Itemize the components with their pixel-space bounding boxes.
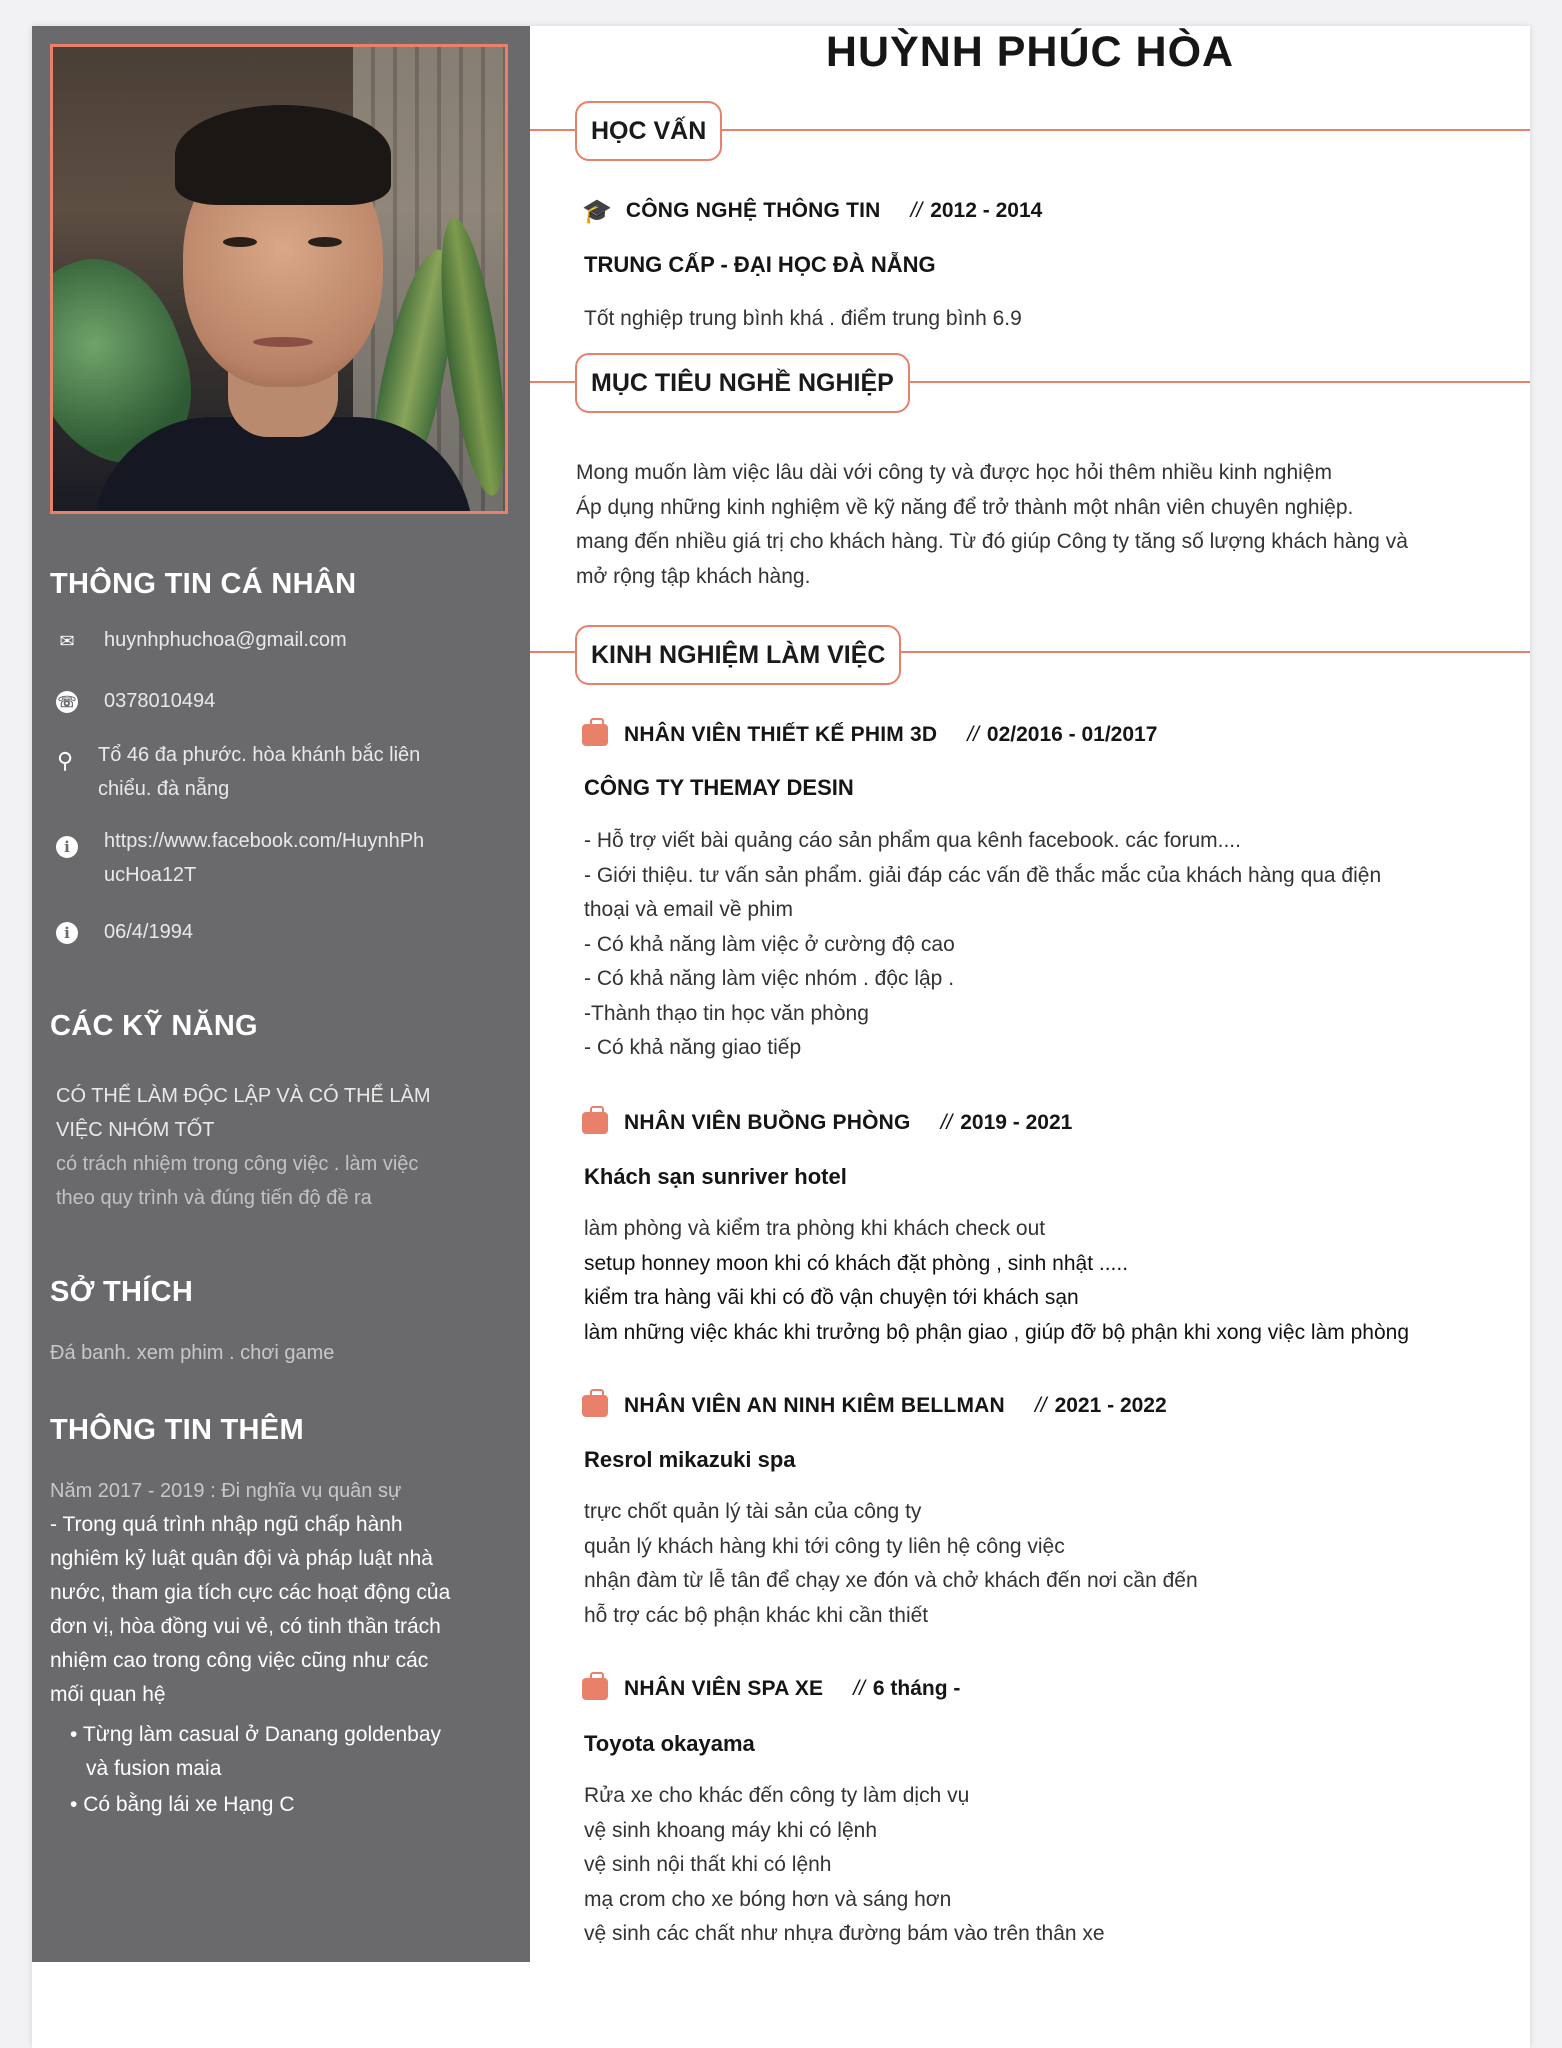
education-heading: HỌC VẤN [575,101,722,161]
extra-first-line: Năm 2017 - 2019 : Đi nghĩa vụ quân sự [50,1480,402,1502]
job-line: trực chốt quản lý tài sản của công ty [584,1500,922,1523]
job-line: quản lý khách hàng khi tới công ty liên hệ công việc [584,1534,1065,1558]
job-title: NHÂN VIÊN THIẾT KẾ PHIM 3D [624,723,938,746]
school-name: TRUNG CẤP - ĐẠI HỌC ĐÀ NẴNG [584,252,936,277]
education-row [582,194,1042,228]
separator: // [967,723,979,746]
objective-line: mang đến nhiều giá trị cho khách hàng. Từ đó giúp Công ty tăng số lượng khách hàng và [576,530,1408,553]
bullet-line: • Có bằng lái xe Hạng C [70,1793,295,1816]
bullet-line: và fusion maia [86,1757,222,1780]
extra-line: nước, tham gia tích cực các hoạt động của [50,1581,451,1604]
location-pin-icon: ⚲ [56,748,74,773]
address-line: Tổ 46 đa phước. hòa khánh bắc liên [98,744,421,766]
job-line: - Hỗ trợ viết bài quảng cáo sản phẩm qua kênh facebook. các forum.... [584,829,1241,852]
envelope-icon: ✉ [59,630,75,651]
bullet-text: Từng làm casual ở Danang goldenbay [82,1723,442,1746]
company-name: Khách sạn sunriver hotel [584,1164,847,1189]
separator: // [1034,1394,1047,1417]
graduation-cap-icon: 🎓 [582,197,612,225]
skill-line: có trách nhiệm trong công việc . làm việc [56,1153,419,1175]
address-text [98,738,420,806]
job-header [582,1672,960,1706]
job-description [584,1212,1409,1350]
job-line: -Thành thạo tin học văn phòng [584,1001,869,1025]
job-line: kiểm tra hàng vãi khi có đồ vận chuyện tới khách sạn [584,1286,1079,1309]
briefcase-icon [582,1395,608,1417]
experience-heading: KINH NGHIỆM LÀM VIỆC [575,625,901,685]
job-date: 6 tháng - [872,1677,961,1700]
company-name: Toyota okayama [584,1731,755,1756]
skill-line: VIỆC NHÓM TỐT [56,1119,215,1141]
extra-info-heading: THÔNG TIN THÊM [50,1414,304,1446]
objective-line: Mong muốn làm việc lâu dài với công ty và được học hỏi thêm nhiều kinh nghiệm [576,461,1332,484]
company-name: Resrol mikazuki spa [584,1447,796,1472]
job-title: NHÂN VIÊN BUỒNG PHÒNG [624,1111,911,1134]
skills-heading: CÁC KỸ NĂNG [50,1010,258,1042]
extra-bullet-1 [70,1718,441,1786]
facebook-line: https://www.facebook.com/HuynhPh [104,830,425,852]
job-header [582,718,1157,752]
briefcase-icon [582,1678,608,1700]
job-title: NHÂN VIÊN AN NINH KIÊM BELLMAN [624,1394,1005,1417]
skill-line: theo quy trình và đúng tiến độ đề ra [56,1187,372,1209]
job-line: hỗ trợ các bộ phận khác khi cần thiết [584,1603,929,1627]
job-line: vệ sinh nội thất khi có lệnh [584,1853,832,1876]
job-line: - Giới thiệu. tư vấn sản phẩm. giải đáp các vấn đề thắc mắc của khách hàng qua điện [584,863,1382,887]
briefcase-icon [582,1112,608,1134]
job-line: - Có khả năng làm việc nhóm . độc lập . [584,967,955,990]
job-line: - Có khả năng giao tiếp [584,1036,802,1059]
extra-line: - Trong quá trình nhập ngũ chấp hành [50,1513,403,1536]
email-text: huynhphuchoa@gmail.com [104,629,347,651]
extra-line: đơn vị, hòa đồng vui vẻ, có tinh thần trách [50,1615,441,1638]
job-line: thoại và email về phim [584,898,793,921]
job-line: vệ sinh các chất như nhựa đường bám vào trên thân xe [584,1922,1105,1945]
phone-text: 0378010494 [104,690,216,712]
job-line: - Có khả năng làm việc ở cường độ cao [584,932,955,956]
hobbies-text: Đá banh. xem phim . chơi game [50,1342,335,1364]
job-line: nhận đàm từ lễ tân để chạy xe đón và chở khách đến nơi cần đến [584,1569,1198,1592]
job-description [584,1495,1198,1633]
birthday-text: 06/4/1994 [104,921,193,943]
address-line: chiểu. đà nẵng [98,778,230,800]
job-line: setup honney moon khi có khách đặt phòng , sinh nhật ..... [584,1251,1129,1275]
hobbies-heading: SỞ THÍCH [50,1276,194,1308]
objective-heading: MỤC TIÊU NGHỀ NGHIỆP [575,353,910,413]
job-header [582,1389,1167,1423]
company-name: CÔNG TY THEMAY DESIN [584,775,854,800]
objective-line: Áp dụng những kinh nghiệm về kỹ năng để trở thành một nhân viên chuyên nghiệp. [576,495,1354,519]
personal-info-heading: THÔNG TIN CÁ NHÂN [50,568,357,600]
job-description [584,824,1381,1066]
separator: // [910,199,923,222]
info-icon: i [54,834,80,860]
separator: // [853,1677,865,1700]
education-note: Tốt nghiệp trung bình khá . điểm trung bình 6.9 [584,307,1022,330]
job-line: làm những việc khác khi trưởng bộ phận giao , giúp đỡ bộ phận khi xong việc làm phòng [584,1320,1409,1344]
job-date: 02/2016 - 01/2017 [986,723,1158,746]
major-text: CÔNG NGHỆ THÔNG TIN [625,199,881,222]
skill-line: CÓ THỂ LÀM ĐỘC LẬP VÀ CÓ THỂ LÀM [56,1085,431,1107]
phone-icon: ☏ [57,693,77,711]
briefcase-icon [582,724,608,746]
info-icon: i [54,920,80,946]
job-line: mạ crom cho xe bóng hơn và sáng hơn [584,1887,952,1911]
extra-line: mối quan hệ [50,1683,166,1706]
job-date: 2019 - 2021 [960,1111,1073,1134]
objective-line: mở rộng tập khách hàng. [576,564,811,588]
bullet-line: • Từng làm casual ở Danang goldenbay [70,1723,442,1746]
job-description [584,1779,1105,1952]
extra-line: nghiêm kỷ luật quân đội và pháp luật nhà [50,1547,433,1570]
job-line: làm phòng và kiểm tra phòng khi khách check out [584,1217,1046,1240]
facebook-line: ucHoa12T [104,864,197,886]
bullet-text: Có bằng lái xe Hạng C [83,1793,295,1816]
extra-line: nhiệm cao trong công việc cũng như các [50,1649,429,1672]
extra-text [50,1508,450,1712]
facebook-text [104,824,424,892]
skills-text [56,1079,431,1215]
objective-text [576,456,1408,594]
job-title: NHÂN VIÊN SPA XE [624,1677,824,1700]
extra-bullet-2 [70,1788,294,1822]
job-header [582,1106,1072,1140]
job-line: vệ sinh khoang máy khi có lệnh [584,1818,878,1842]
job-line: Rửa xe cho khác đến công ty làm dịch vụ [584,1784,970,1807]
separator: // [940,1111,953,1134]
education-date: 2012 - 2014 [930,199,1043,222]
profile-photo [50,44,508,514]
person-name: HUỲNH PHÚC HÒA [825,28,1235,76]
job-date: 2021 - 2022 [1054,1394,1167,1417]
